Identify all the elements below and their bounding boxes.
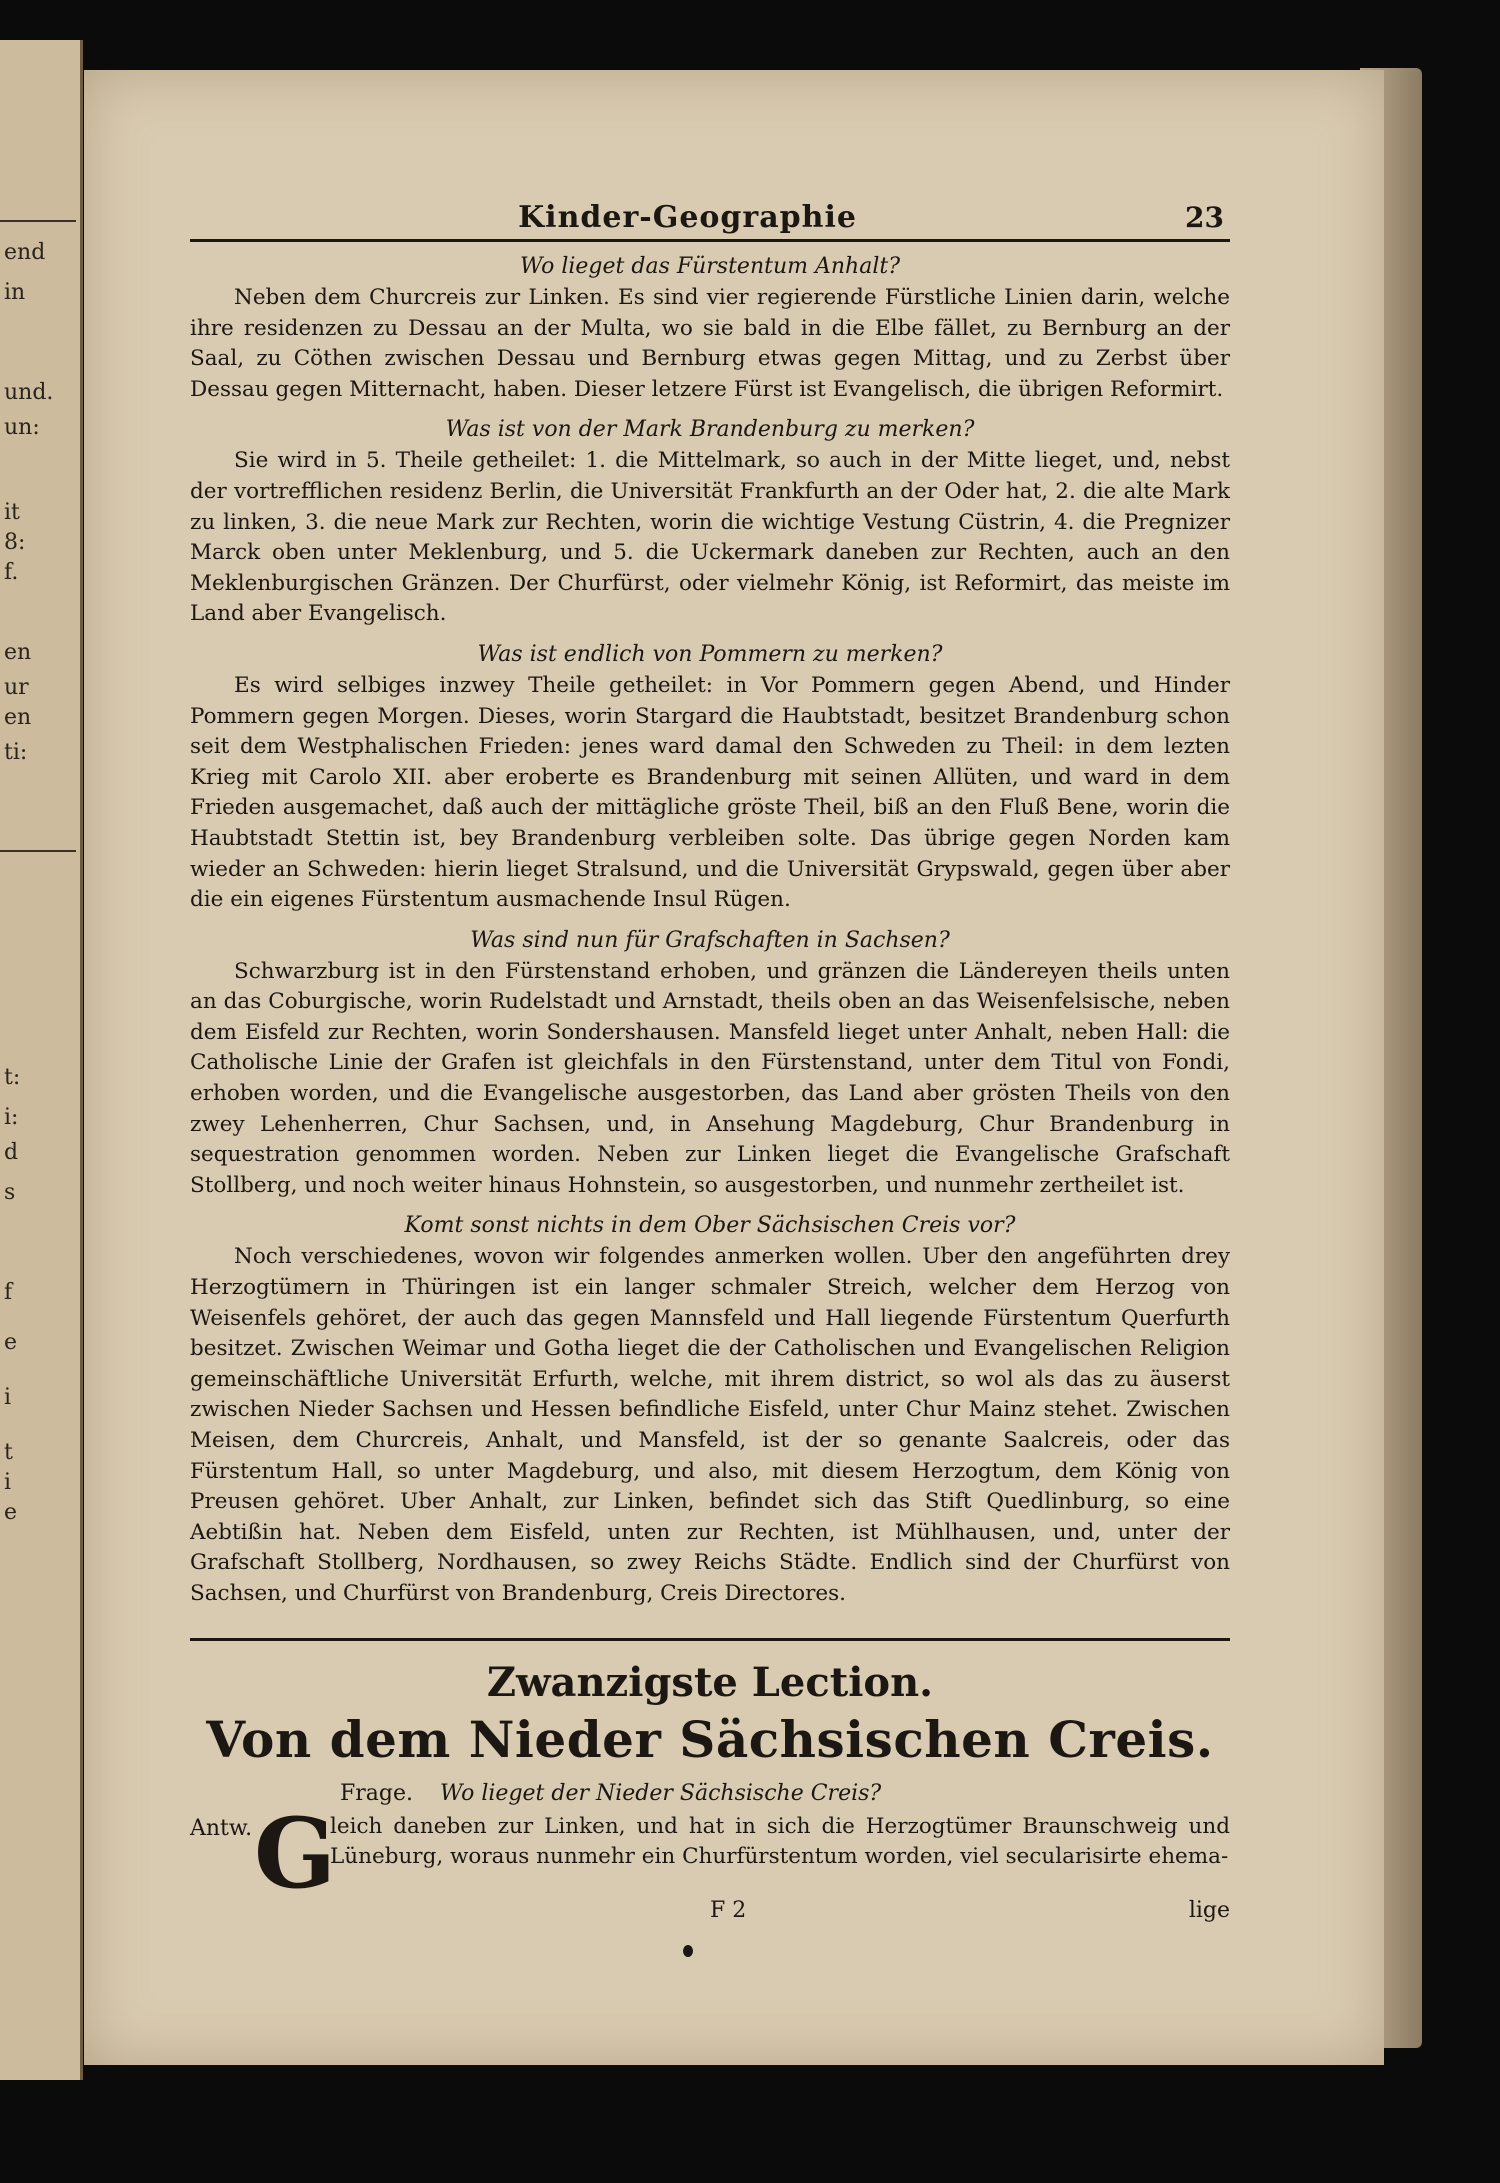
section-question: Was ist von der Mark Brandenburg zu merken? (445, 417, 975, 443)
section-question: Komt sonst nichts in dem Ober Sächsischen Creis vor? (404, 1213, 1016, 1239)
lection-number: Zwanzigste Lection. (486, 1658, 934, 1706)
book-page (84, 70, 1384, 2065)
left-page-fragment: s (4, 1180, 16, 1205)
left-page-fragment: e (4, 1500, 18, 1525)
left-page-fragment: und. (4, 380, 54, 405)
antwort-label: Antw. (190, 1815, 253, 1841)
lection-title: Von dem Nieder Sächsischen Creis. (206, 1709, 1214, 1769)
section-answer: Schwarzburg ist in den Fürstenstand erhoben, und gränzen die Ländereyen theils unten an das Coburgische, worin Rudelstadt und Arnstadt, theils oben an das Weisenfelsische, neben dem Eisfeld zur Rechten, worin Sondershausen. Mansfeld lieget unter Anhalt, neben Hall: die Catholische Linie der Grafen ist gleichfals in den Fürstenstand, unter dem Titul von Fondi, erhoben worden, und die Evangelische ausgestorben, das Land aber grösten Theils von den zwey Lehenherren, Chur Sachsen, und, in Ansehung Magdeburg, Chur Brandenburg in sequestration genommen worden. Neben zur Linken lieget die Evangelische Grafschaft Stollberg, und noch weiter hinaus Hohnstein, so ausgestorben, und nunmehr zertheilet ist. (190, 958, 1230, 1198)
frage-label: Frage. (340, 1780, 413, 1806)
section-answer: Neben dem Churcreis zur Linken. Es sind vier regierende Fürstliche Linien darin, welche ihre residenzen zu Dessau an der Multa, wo sie bald in die Elbe fället, zu Bernburg an der Saal, zu Cöthen zwischen Dessau und Bernburg etwas gegen Mittag, und zu Zerbst über Dessau gegen Mitternacht, haben. Dieser letzere Fürst ist Evangelisch, die übrigen Reformirt. (190, 285, 1230, 402)
left-page-fragment: ur (4, 675, 29, 700)
frage-line (340, 1781, 1230, 1806)
left-page-fragment: f. (4, 560, 19, 585)
section-question: Wo lieget das Fürstentum Anhalt? (519, 254, 900, 279)
left-page-edge (0, 40, 83, 2080)
left-page-fragment: f (4, 1280, 13, 1305)
left-page-fragment: en (4, 705, 32, 730)
left-page-fragment: t: (4, 1065, 21, 1090)
section-question: Was ist endlich von Pommern zu merken? (477, 641, 943, 667)
left-page-fragment: in (4, 280, 26, 305)
section-question: Was sind nun für Grafschaften in Sachsen? (470, 927, 950, 953)
section-divider (190, 1638, 1230, 1641)
ink-dot (683, 1945, 693, 1957)
section (190, 928, 1230, 1202)
section (190, 417, 1230, 630)
page-footer (190, 1898, 1230, 1930)
antwort-text: leich daneben zur Linken, und hat in sich die Herzogtümer Braunschweig und Lüneburg, woraus nunmehr ein Churfürstentum worden, viel secularisirte ehema- (330, 1813, 1230, 1870)
left-page-fragment: t (4, 1440, 13, 1465)
section (190, 642, 1230, 916)
left-page-fragment: en (4, 640, 32, 665)
left-page-fragment: it (4, 500, 20, 525)
left-page-fragment: e (4, 1330, 18, 1355)
left-page-fragment: d (4, 1140, 19, 1165)
section-answer: Sie wird in 5. Theile getheilet: 1. die Mittelmark, so auch in der Mitte lieget, und, nebst der vortrefflichen residenz Berlin, die Universität Frankfurth an der Oder hat, 2. die alte Mark zu linken, 3. die neue Mark zur Rechten, worin die wichtige Vestung Cüstrin, 4. die Pregnizer Marck oben unter Meklenburg, und 5. die Uckermark daneben zur Rechten, auch an den Meklenburgischen Gränzen. Der Churfürst, oder vielmehr König, ist Reformirt, das meiste im Land aber Evangelisch. (190, 448, 1230, 627)
left-page-fragment: 8: (4, 530, 26, 555)
page-content (190, 200, 1230, 1930)
left-page-fragment: i: (4, 1105, 19, 1130)
page-number: 23 (1185, 201, 1224, 234)
left-page-rule (0, 850, 76, 852)
section-answer: Es wird selbiges inzwey Theile getheilet: in Vor Pommern gegen Abend, und Hinder Pommern gegen Morgen. Dieses, worin Stargard die Haubtstadt, besitzet Brandenburg schon seit dem Westphalischen Frieden: jenes ward damal den Schweden zu Theil: in dem lezten Krieg mit Carolo XII. aber eroberte es Brandenburg mit seinen Allüten, und ward in dem Frieden ausgemachet, daß auch der mittägliche gröste Theil, biß an den Fluß Bene, worin die Haubtstadt Stettin ist, bey Brandenburg verbleiben solte. Das übrige gegen Norden kam wieder an Schweden: hierin lieget Stralsund, und die Universität Grypswald, gegen über aber die ein eigenes Fürstentum ausmachende Insul Rügen. (190, 672, 1230, 913)
frage-text: Wo lieget der Nieder Sächsische Creis? (440, 1780, 882, 1806)
section-answer: Noch verschiedenes, wovon wir folgendes anmerken wollen. Uber den angeführten drey Herzogtümern in Thüringen ist ein langer schmaler Streich, welcher dem Herzog von Weisenfels gehöret, der auch das gegen Mannsfeld und Hall liegende Fürstentum Querfurth besitzet. Zwischen Weimar und Gotha lieget die der Catholischen und Evangelischen Religion gemeinschäftliche Universität Erfurth, welche, mit ihrem district, so wol als das zu äuserst zwischen Nieder Sachsen und Hessen befindliche Eisfeld, unter Chur Mainz stehet. Zwischen Meisen, dem Churcreis, Anhalt, und Mansfeld, ist der so genante Saalcreis, oder das Fürstentum Hall, so unter Magdeburg, und also, mit diesem Herzogtum, dem König von Preusen gehöret. Uber Anhalt, zur Linken, befindet sich das Stift Quedlinburg, so eine Aebtißin hat. Neben dem Eisfeld, unten zur Rechten, ist Mühlhausen, und, unter der Grafschaft Stollberg, Nordhausen, so zwey Reichs Städte. Endlich sind der Churfürst von Sachsen, und Churfürst von Brandenburg, Creis Directores. (190, 1244, 1230, 1606)
signature-mark: F 2 (710, 1897, 747, 1923)
running-title: Kinder-Geographie (518, 200, 857, 235)
left-page-fragment: i (4, 1385, 12, 1410)
catchword: lige (1188, 1897, 1230, 1923)
left-page-fragment: i (4, 1470, 12, 1495)
left-page-rule (0, 220, 76, 222)
section (190, 254, 1230, 405)
section (190, 1213, 1230, 1609)
running-header (190, 200, 1230, 242)
left-page-fragment: ti: (4, 740, 28, 765)
left-page-fragment: end (4, 240, 46, 265)
drop-cap: G (254, 1796, 336, 1910)
left-page-fragment: un: (4, 415, 40, 440)
